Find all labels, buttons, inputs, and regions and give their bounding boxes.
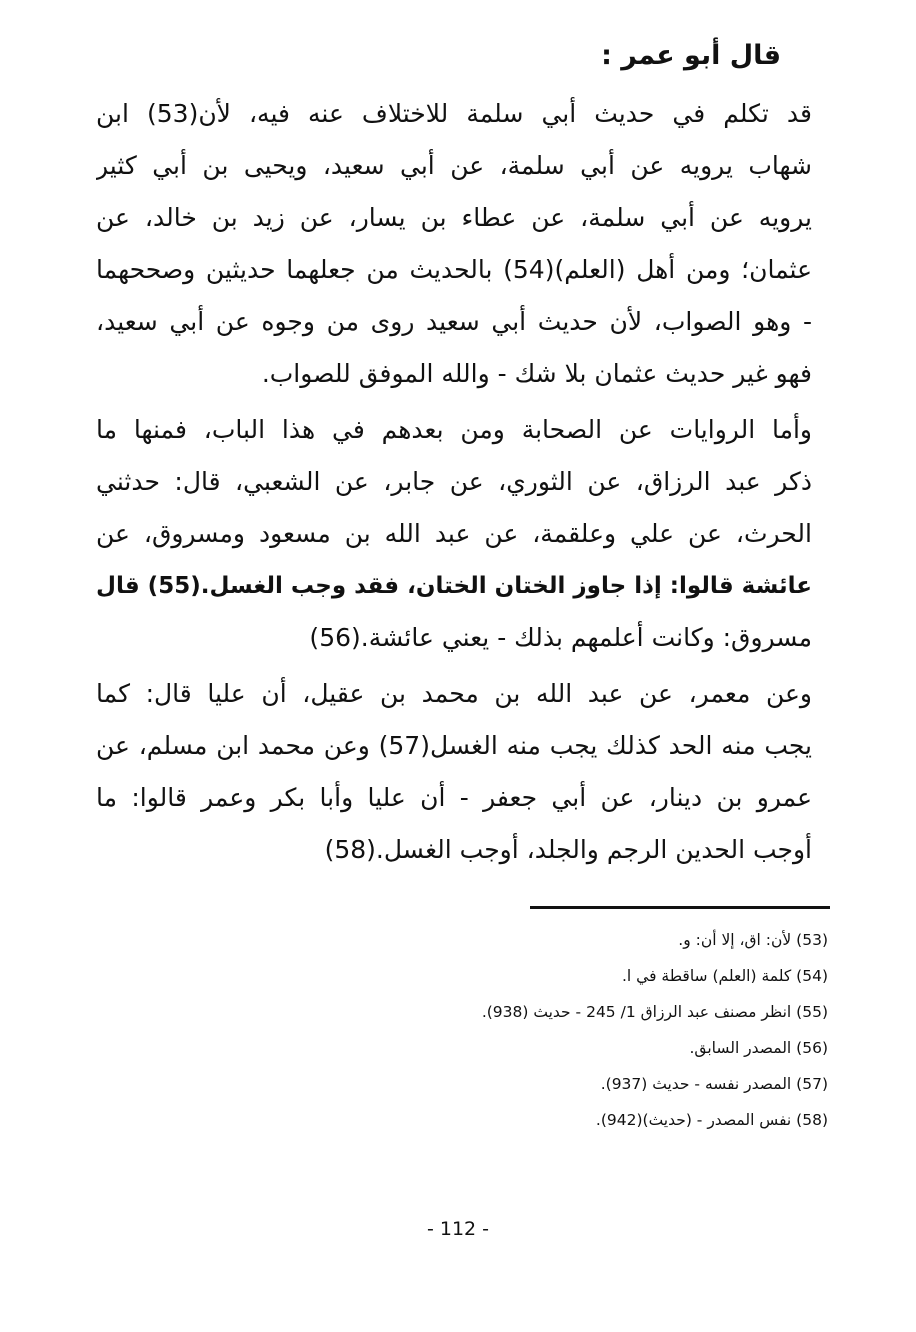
text-line: يجب منه الحد كذلك يجب منه الغسل(57) وعن محمد ابن مسلم، عن xyxy=(96,731,812,760)
footnote-divider xyxy=(530,906,830,909)
footnote-56: (56) المصدر السابق. xyxy=(689,1039,828,1057)
text-line: عمرو بن دينار، عن أبي جعفر - أن عليا وأبا بكر وعمر قالوا: ما xyxy=(96,783,812,812)
text-line: عثمان؛ ومن أهل (العلم)(54) بالحديث من جعلهما حديثين وصححهما xyxy=(96,255,812,284)
text-line: قد تكلم في حديث أبي سلمة للاختلاف عنه فيه، لأن(53) ابن xyxy=(96,99,812,128)
text-line: مسروق: وكانت أعلمهم بذلك - يعني عائشة.(56) xyxy=(309,623,812,652)
page-number: - 112 - xyxy=(426,1218,490,1240)
paragraph-3 xyxy=(96,668,812,876)
text-line: فهو غير حديث عثمان بلا شك - والله الموفق للصواب. xyxy=(261,359,812,388)
paragraph-2 xyxy=(96,404,812,664)
text-line: أوجب الحدين الرجم والجلد، أوجب الغسل.(58) xyxy=(324,835,812,864)
footnote-57: (57) المصدر نفسه - حديث (937). xyxy=(600,1075,828,1093)
text-line: الحرث، عن علي وعلقمة، عن عبد الله بن مسعود ومسروق، عن xyxy=(96,519,812,548)
section-heading: قال أبو عمر : xyxy=(601,40,781,71)
paragraph-1 xyxy=(96,88,812,400)
text-line: وأما الروايات عن الصحابة ومن بعدهم في هذا الباب، فمنها ما xyxy=(96,415,812,444)
text-line: شهاب يرويه عن أبي سلمة، عن أبي سعيد، ويحيى بن أبي كثير xyxy=(96,151,812,180)
footnote-55: (55) انظر مصنف عبد الرزاق 1/ 245 - حديث (938). xyxy=(481,1003,828,1021)
body-text xyxy=(96,88,812,876)
text-line: وعن معمر، عن عبد الله بن محمد بن عقيل، أن عليا قال: كما xyxy=(96,679,812,708)
footnote-54: (54) كلمة (العلم) ساقطة في ا. xyxy=(621,967,828,985)
footnote-53: (53) لأن: اق، إلا أن: و. xyxy=(678,931,828,949)
text-line: عائشة قالوا: إذا جاوز الختان الختان، فقد وجب الغسل.(55) قال xyxy=(96,573,812,599)
text-line: ذكر عبد الرزاق، عن الثوري، عن جابر، عن الشعبي، قال: حدثني xyxy=(96,467,812,496)
text-line: يرويه عن أبي سلمة، عن عطاء بن يسار، عن زيد بن خالد، عن xyxy=(96,203,812,232)
footnote-58: (58) نفس المصدر - (حديث)(942). xyxy=(595,1111,828,1129)
footnotes xyxy=(308,922,828,1138)
text-line: - وهو الصواب، لأن حديث أبي سعيد روى من وجوه عن أبي سعيد، xyxy=(96,307,812,336)
